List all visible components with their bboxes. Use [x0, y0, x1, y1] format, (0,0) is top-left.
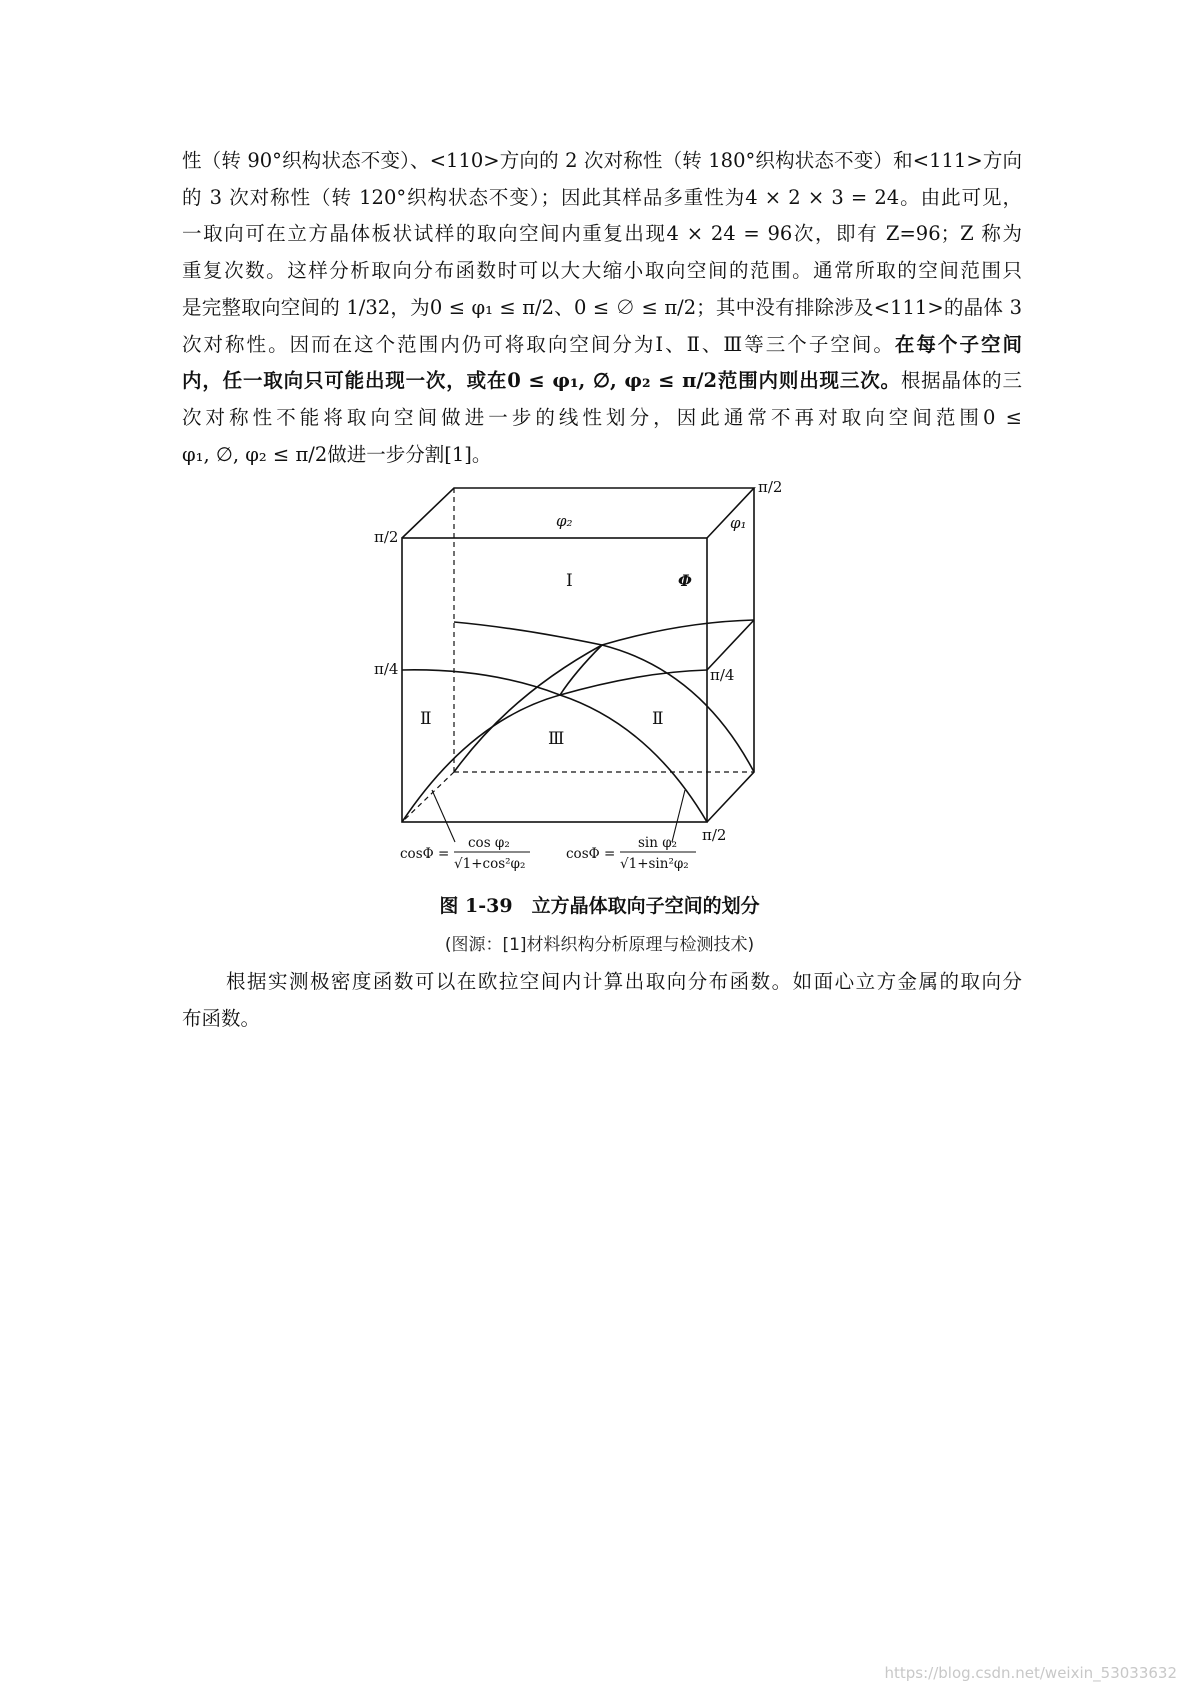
- label-region-1: Ⅰ: [566, 571, 573, 591]
- label-region-2-right: Ⅱ: [652, 709, 664, 729]
- figure-source: (图源：[1]材料织构分析原理与检测技术): [444, 935, 755, 955]
- text-line: 重复次数。这样分析取向分布函数时可以大大缩小取向空间的范围。通常所取的空间范围只: [182, 259, 1022, 283]
- bold-text: 内，任一取向只可能出现一次，或在0 ≤ φ₁, ∅, φ₂ ≤ π/2范围内则出现三次。: [182, 369, 901, 393]
- surface-curve: [560, 695, 707, 822]
- label-pi-half-top-right: π/2: [758, 478, 783, 496]
- surface-curve: [454, 645, 602, 772]
- orientation-subspace-figure: [374, 478, 830, 955]
- label-phi2: φ₂: [556, 512, 573, 530]
- surface-curve: [602, 620, 754, 645]
- surface-curve: [402, 670, 560, 695]
- surface-curve: [560, 645, 602, 695]
- label-phi1: φ₁: [730, 514, 747, 532]
- label-region-3: Ⅲ: [548, 729, 565, 749]
- paragraph-1: [182, 143, 1022, 473]
- cube-front-face: [402, 538, 707, 822]
- text-line: [182, 327, 1022, 364]
- surface-curve: [560, 670, 707, 695]
- label-pi-quarter-right: π/4: [710, 666, 735, 684]
- label-pi-half-left: π/2: [374, 528, 399, 546]
- watermark: https://blog.csdn.net/weixin_53033632: [884, 1664, 1177, 1682]
- formula-left-lhs: cosΦ =: [400, 846, 450, 862]
- text-line: 次对称性不能将取向空间做进一步的线性划分，因此通常不再对取向空间范围0 ≤: [182, 405, 1022, 429]
- cube-top-edges: [402, 488, 754, 538]
- surface-curve: [707, 620, 754, 670]
- figure-caption: 图 1-39 立方晶体取向子空间的划分: [439, 895, 760, 917]
- text-line: 根据实测极密度函数可以在欧拉空间内计算出取向分布函数。如面心立方金属的取向分: [226, 970, 1022, 993]
- formula-right-denominator: √1+sin²φ₂: [620, 856, 689, 872]
- surface-curve: [454, 622, 602, 645]
- label-region-2-left: Ⅱ: [420, 709, 432, 729]
- text-segment: 根据晶体的三: [900, 369, 1022, 393]
- text-line: 是完整取向空间的 1/32，为0 ≤ φ₁ ≤ π/2、0 ≤ ∅ ≤ π/2；其中没有排除涉及<111>的晶体 3: [182, 295, 1022, 319]
- formula-right-numerator: sin φ₂: [638, 835, 678, 851]
- text-line: φ₁, ∅, φ₂ ≤ π/2做进一步分割[1]。: [182, 442, 492, 466]
- surface-curve: [602, 645, 754, 772]
- text-line: 一取向可在立方晶体板状试样的取向空间内重复出现4 × 24 = 96次，即有 Z=96；Z 称为: [182, 222, 1022, 246]
- text-line: [182, 363, 1022, 400]
- formula-left-denominator: √1+cos²φ₂: [454, 856, 526, 872]
- text-line: 布函数。: [182, 1007, 261, 1030]
- formula-right-lhs: cosΦ =: [566, 846, 616, 862]
- label-Phi: Φ: [678, 571, 692, 590]
- paragraph-2: [182, 963, 1022, 1037]
- text-line: 的 3 次对称性（转 120°织构状态不变）；因此其样品多重性为4 × 2 × 3 = 24。由此可见，: [182, 185, 1022, 209]
- text-segment: 次对称性。因而在这个范围内仍可将取向空间分为Ⅰ、Ⅱ、Ⅲ等三个子空间。: [182, 332, 895, 356]
- hidden-edge: [402, 772, 454, 822]
- bold-text: 在每个子空间: [894, 332, 1022, 356]
- formula-left-numerator: cos φ₂: [468, 835, 510, 851]
- leader-line: [432, 790, 455, 842]
- label-pi-quarter-left: π/4: [374, 660, 399, 678]
- text-line: 性（转 90°织构状态不变）、<110>方向的 2 次对称性（转 180°织构状态不变）和<111>方向: [182, 149, 1022, 172]
- label-pi-half-bottom-right: π/2: [702, 826, 727, 844]
